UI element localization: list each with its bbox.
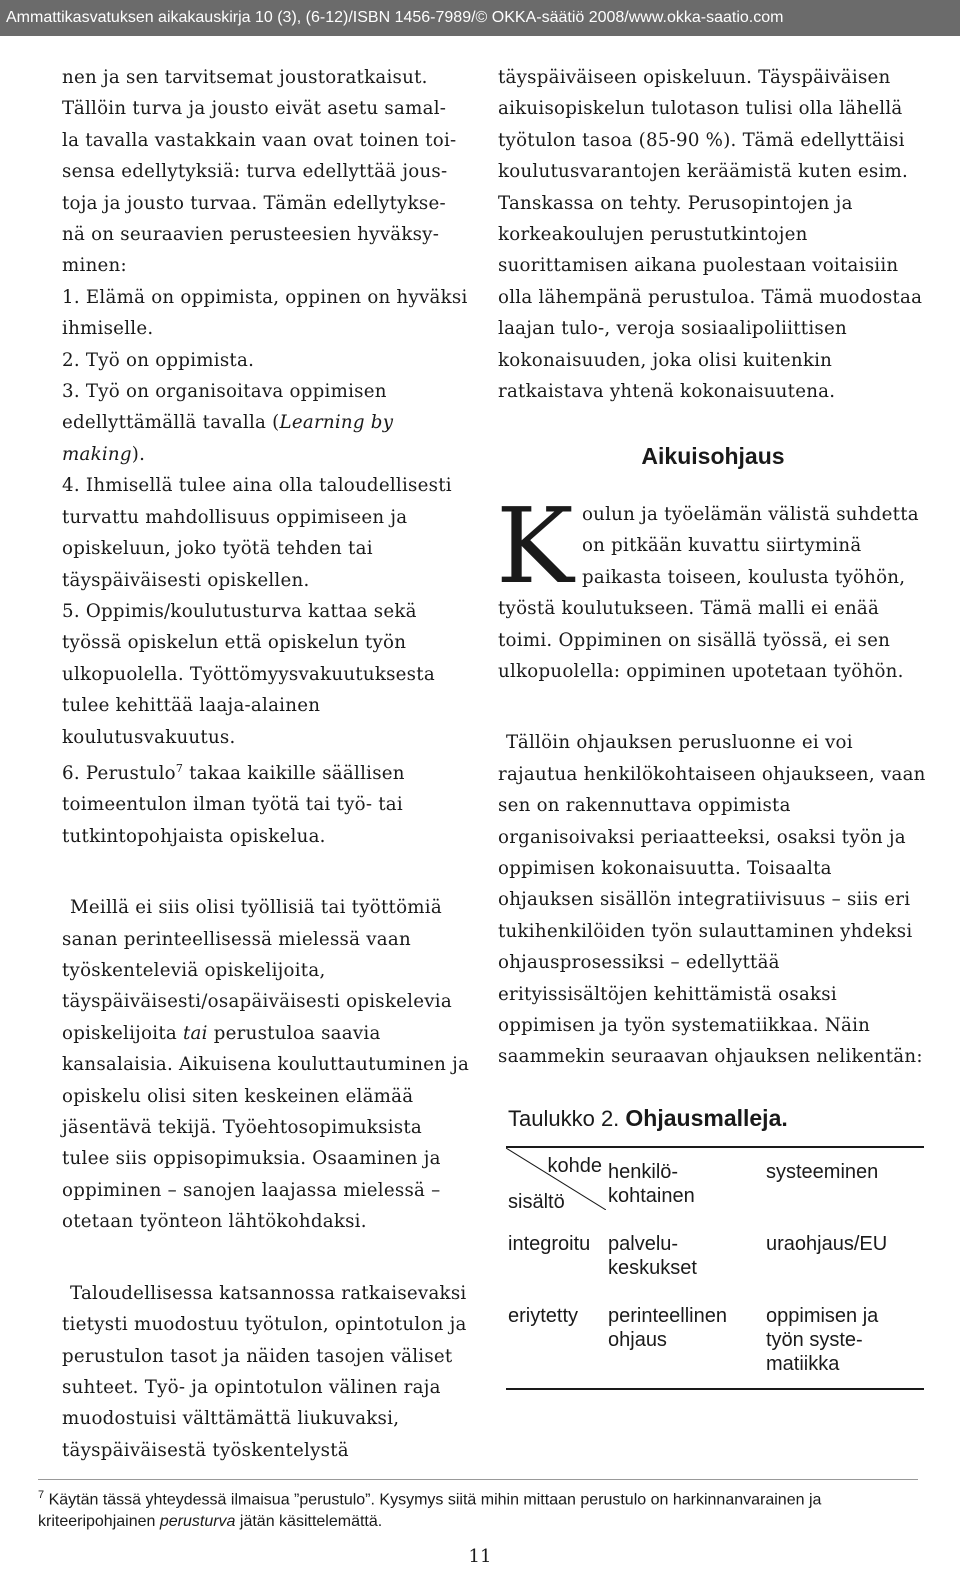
corner-label-target: kohde bbox=[547, 1155, 602, 1178]
list-item-2: 2. Työ on oppimista. bbox=[62, 349, 255, 371]
row-label: integroitu bbox=[508, 1233, 591, 1256]
paragraph-2 bbox=[62, 892, 470, 1237]
list-item-3-italic: Learning by making bbox=[62, 412, 394, 465]
right-paragraph-1: täyspäiväiseen opiskeluun. Täyspäiväisen aikuisopiskelun tulotason tulisi olla lähellä työtulon tasoa (85-90 %). Tämä edellyttäisi koulutusvarantojen keräämistä kuten esim. Tanskassa on tehty. Perusopintojen ja korkeakoulujen perustutkintojen suorittamisen aikana puolestaan voitaisiin olla lähempänä perustuloa. Tämä muodostaa laajan tulo-, veroja sosiaalipoliittisen kokonaisuuden, joka olisi kuitenkin ratkaistava yhtenä kokonaisuutena. bbox=[498, 67, 923, 403]
table-header-row bbox=[506, 1147, 924, 1220]
list-item-3 bbox=[62, 376, 470, 470]
table-cell: oppimisen ja työn syste- matiikka bbox=[766, 1305, 879, 1376]
right-paragraph-2 bbox=[496, 484, 928, 687]
paragraph-2-italic: tai bbox=[183, 1022, 208, 1044]
list-item-6-end: takaa kaikille säällisen toimeentulon ilman työtä tai työ- tai tutkintopohjaista opiskelua. bbox=[62, 763, 405, 847]
right-column bbox=[498, 62, 928, 1390]
footnote-ref: 7 bbox=[175, 761, 184, 775]
list-item-4: 4. Ihmisellä tulee aina olla taloudellisesti turvattu mahdollisuus oppimiseen ja opiskeluun, joko työtä tehden tai täyspäiväisesti opiskellen. bbox=[62, 475, 452, 591]
table-row bbox=[506, 1292, 924, 1389]
footnote-number: 7 bbox=[38, 1489, 45, 1501]
column-header-personal: henkilö- kohtainen bbox=[608, 1161, 695, 1208]
table-caption bbox=[508, 1103, 928, 1134]
intro-line: nen ja sen tarvitsemat joustoratkaisut. bbox=[62, 67, 428, 88]
footnote-italic: perusturva bbox=[159, 1513, 236, 1531]
list-item-5: 5. Oppimis/koulutusturva kattaa sekä työssä opiskelun että opiskelun työn ulkopuolella. Työttömyysvakuutuksesta tulee kehittää laaja-alainen koulutusvakuutus. bbox=[62, 600, 435, 748]
right-paragraph-3: Tällöin ohjauksen perusluonne ei voi rajautua henkilökohtaiseen ohjaukseen, vaan sen on rakennuttava oppimista organisoivaksi periaatteeksi, osaksi työn ja oppimisen kokonaisuutta. Toisaalta ohjauksen sisällön integratiivisuus – siis eri tukihenkilöiden työn sulauttaminen yhdeksi ohjausprosessiksi – edellyttää erityissisältöjen kehittämistä osaksi oppimisen ja työn systematiikkaa. Näin saammekin seuraavan ohjauksen nelikentän: bbox=[498, 732, 926, 1068]
paragraph-2-text: Meillä ei siis olisi työllisiä tai työttömiä sanan perinteellisessä mielessä vaan työskenteleviä opiskelijoita, täyspäiväisesti/osapäiväisesti opiskelevia opiskelijoita bbox=[62, 897, 452, 1044]
footnote-divider bbox=[38, 1479, 918, 1480]
table-cell: palvelu- keskukset bbox=[608, 1233, 697, 1280]
intro-line: nä on seuraavien perusteesien hyväksy- bbox=[62, 224, 440, 246]
list-item-3-end: ). bbox=[131, 443, 146, 465]
list-item-6-text: 6. Perustulo bbox=[62, 763, 176, 784]
table-row bbox=[506, 1220, 924, 1292]
page-number: 11 bbox=[468, 1546, 492, 1567]
table-cell: perinteellinen ohjaus bbox=[608, 1305, 727, 1352]
drop-cap: K bbox=[496, 484, 574, 607]
column-header-systemic: systeeminen bbox=[766, 1161, 879, 1184]
table-caption-prefix: Taulukko 2. bbox=[508, 1105, 626, 1131]
intro-line: sensa edellytyksiä: turva edellyttää jous- bbox=[62, 161, 448, 183]
left-column bbox=[62, 62, 470, 1466]
table-cell: uraohjaus/EU bbox=[766, 1233, 888, 1256]
footnote-text: Käytän tässä yhteydessä ilmaisua ”perustulo”. Kysymys siitä mihin mittaan perustulo on harkinnanvarainen ja kriteeripohjainen bbox=[38, 1491, 822, 1531]
intro-line: Tällöin turva ja jousto eivät asetu samal- bbox=[62, 98, 447, 120]
right-paragraph-2-text: oulun ja työelämän välistä suhdetta on pitkään kuvattu siirtyminä paikasta toiseen, koulusta työhön, työstä koulutukseen. Tämä malli ei enää toimi. Oppiminen on sisällä työssä, ei sen ulkopuolella: oppiminen upotetaan työhön. bbox=[498, 503, 919, 682]
row-label: eriytetty bbox=[508, 1305, 579, 1328]
footnote-text-end: jätän käsittelemättä. bbox=[235, 1513, 383, 1531]
list-item-6 bbox=[62, 753, 470, 852]
intro-line: toja ja jousto turvaa. Tämän edellytykse- bbox=[62, 192, 446, 214]
intro-line: la tavalla vastakkain vaan ovat toinen toi- bbox=[62, 129, 457, 151]
list-item-1: 1. Elämä on oppimista, oppinen on hyväksi ihmiselle. bbox=[62, 286, 468, 340]
table-caption-title: Ohjausmalleja. bbox=[625, 1104, 788, 1131]
footnote bbox=[38, 1484, 918, 1533]
corner-label-content: sisältö bbox=[508, 1191, 565, 1214]
table-corner-cell bbox=[506, 1147, 606, 1220]
journal-header: Ammattikasvatuksen aikakauskirja 10 (3), (6-12)/ISBN 1456-7989/© OKKA-säätiö 2008/www.okka-saatio.com bbox=[0, 0, 960, 36]
intro-paragraph bbox=[62, 62, 470, 282]
section-heading: Aikuisohjaus bbox=[641, 443, 785, 470]
list-item-3-text: 3. Työ on organisoitava oppimisen edellyttämällä tavalla ( bbox=[62, 381, 387, 434]
paragraph-3: Taloudellisessa katsannossa ratkaisevaksi tietysti muodostuu työtulon, opintotulon ja perustulon tasot ja näiden tasojen väliset suhteet. Työ- ja opintotulon välinen raja muodostuisi välttämättä liukuvaksi, täyspäiväisestä työskentelystä bbox=[62, 1282, 467, 1461]
paragraph-2-end: perustuloa saavia kansalaisia. Aikuisena kouluttautuminen ja opiskelu olisi siten keskeinen elämää jäsentävä tekijä. Työehtosopimuksista tulee siis oppisopimuksia. Osaaminen ja oppiminen – sanojen laajassa mielessä – otetaan työnteon lähtökohdaksi. bbox=[62, 1022, 470, 1233]
intro-line: minen: bbox=[62, 255, 127, 277]
guidance-models-table bbox=[506, 1146, 924, 1390]
